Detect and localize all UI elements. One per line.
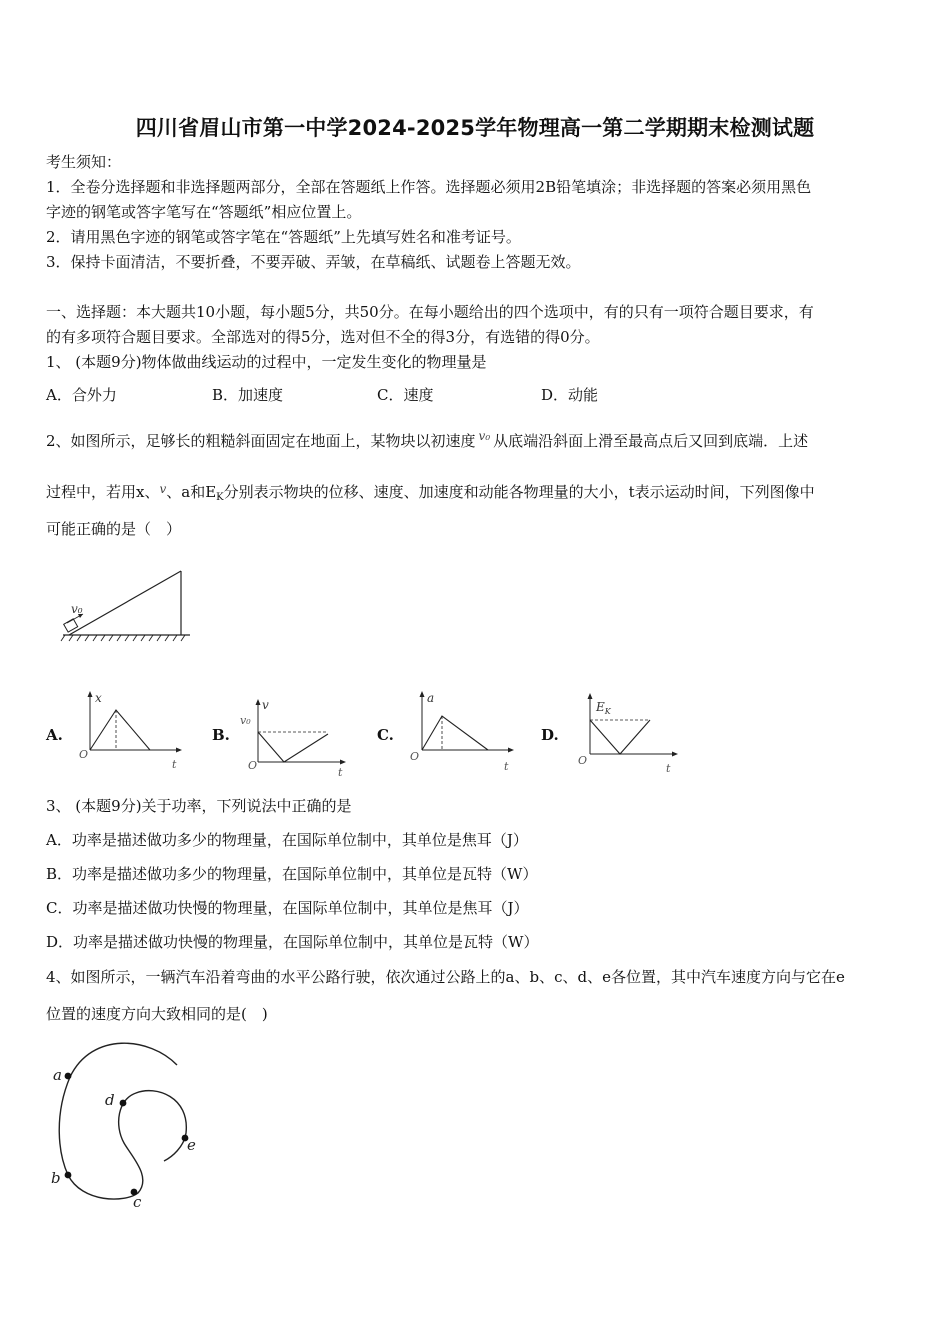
q2-stem-1a: 2、如图所示，足够长的粗糙斜面固定在地面上，某物块以初速度 — [46, 432, 476, 450]
graph-b-t-label: t — [338, 766, 343, 779]
road-point-b-label: b — [51, 1169, 61, 1187]
graph-a-t-label: t — [172, 758, 177, 770]
graph-c-y-label: a — [427, 691, 435, 705]
q3-stem: 3、 (本题9分)关于功率，下列说法中正确的是 — [46, 797, 352, 815]
graph-b — [238, 696, 353, 782]
graph-d-y-main: E — [596, 700, 605, 714]
q2-k-subscript: K — [216, 492, 224, 503]
page-title: 四川省眉山市第一中学2024-2025学年物理高一第二学期期末检测试题 — [135, 116, 815, 140]
q2-option-c-label: C. — [377, 726, 394, 744]
q2-stem-2c: 分别表示物块的位移、速度、加速度和动能各物理量的大小，t表示运动时间，下列图像中 — [223, 483, 815, 501]
graph-b-v0-label: v₀ — [240, 714, 251, 727]
q1-option-a: A．合外力 — [46, 386, 117, 404]
q2-option-b-label: B. — [212, 726, 230, 744]
graph-b-y-label: v — [262, 698, 269, 712]
q2-stem-1 — [46, 431, 808, 452]
q2-stem-1b: 从底端沿斜面上滑至最高点后又回到底端．上述 — [493, 432, 809, 450]
q1-option-b: B．加速度 — [212, 386, 284, 404]
q2-stem-2b: 、a和E — [166, 483, 217, 501]
section-intro-2: 的有多项符合题目要求。全部选对的得5分，选对但不全的得3分，有选错的得0分。 — [46, 328, 600, 346]
graph-c — [410, 688, 520, 770]
q3-option-c: C．功率是描述做功快慢的物理量，在国际单位制中，其单位是焦耳（J） — [46, 899, 529, 917]
graph-d-y-sub: K — [604, 707, 611, 716]
road-curve-figure — [40, 1035, 210, 1215]
q4-stem-1: 4、如图所示，一辆汽车沿着弯曲的水平公路行驶，依次通过公路上的a、b、c、d、e各位置，其中汽车速度方向与它在e — [46, 968, 845, 986]
q1-stem: 1、 (本题9分)物体做曲线运动的过程中，一定发生变化的物理量是 — [46, 353, 487, 371]
q2-option-a-label: A. — [46, 726, 63, 744]
road-point-d-dot — [120, 1100, 127, 1107]
q2-stem-2 — [46, 482, 815, 505]
graph-b-origin-label: O — [248, 759, 258, 772]
road-point-b-dot — [65, 1172, 72, 1179]
q2-option-d-label: D. — [541, 726, 559, 744]
road-point-e-label: e — [187, 1136, 196, 1154]
graph-d — [576, 690, 686, 772]
graph-a-origin-label: O — [79, 748, 89, 761]
q3-option-a: A．功率是描述做功多少的物理量，在国际单位制中，其单位是焦耳（J） — [46, 831, 528, 849]
graph-d-y-label — [595, 700, 612, 716]
q2-v0-symbol: v₀ — [478, 429, 491, 443]
incline-figure — [55, 565, 200, 645]
notice-heading: 考生须知： — [46, 153, 122, 171]
graph-a — [78, 688, 188, 770]
q2-v-symbol: v — [159, 482, 167, 496]
graph-c-t-label: t — [504, 760, 509, 770]
road-point-d-label: d — [105, 1091, 115, 1109]
graph-d-t-label: t — [666, 762, 671, 772]
road-point-a-dot — [65, 1073, 72, 1080]
q3-option-d: D．功率是描述做功快慢的物理量，在国际单位制中，其单位是瓦特（W） — [46, 933, 539, 951]
road-point-a-label: a — [53, 1066, 62, 1084]
q3-option-b: B．功率是描述做功多少的物理量，在国际单位制中，其单位是瓦特（W） — [46, 865, 538, 883]
notice-item-3: 3．保持卡面清洁，不要折叠，不要弄破、弄皱，在草稿纸、试题卷上答题无效。 — [46, 253, 581, 271]
section-intro-1: 一、选择题：本大题共10小题，每小题5分，共50分。在每小题给出的四个选项中，有的只有一项符合题目要求，有 — [46, 303, 814, 321]
notice-item-1a: 1．全卷分选择题和非选择题两部分，全部在答题纸上作答。选择题必须用2B铅笔填涂；非选择题的答案必须用黑色 — [46, 178, 812, 196]
notice-item-2: 2．请用黑色字迹的钢笔或答字笔在“答题纸”上先填写姓名和准考证号。 — [46, 228, 521, 246]
q2-stem-3: 可能正确的是（ ） — [46, 520, 182, 538]
graph-c-origin-label: O — [410, 750, 420, 763]
road-point-c-label: c — [133, 1193, 142, 1211]
q1-option-d: D．动能 — [541, 386, 599, 404]
graph-d-origin-label: O — [578, 754, 588, 767]
q1-option-c: C．速度 — [377, 386, 434, 404]
q2-stem-2a: 过程中，若用x、 — [46, 483, 160, 501]
graph-a-y-label: x — [95, 691, 102, 705]
notice-item-1b: 字迹的钢笔或答字笔写在“答题纸”相应位置上。 — [46, 203, 362, 221]
incline-v0-label: v₀ — [71, 602, 83, 616]
q4-stem-2: 位置的速度方向大致相同的是( ) — [46, 1005, 268, 1023]
